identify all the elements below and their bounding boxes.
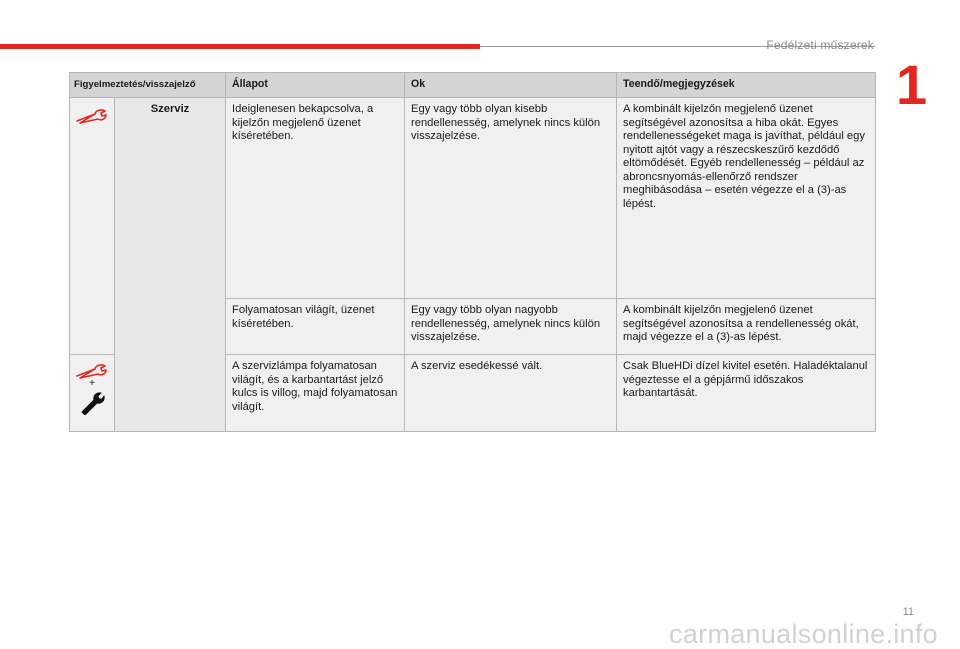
row3-cause: A szerviz esedékessé vált. (405, 355, 617, 432)
header-indicator: Figyelmeztetés/visszajelző (70, 73, 226, 98)
chapter-number: 1 (896, 53, 928, 116)
accent-bar (0, 44, 480, 49)
service-lamp-cell (70, 98, 115, 355)
warning-lamp-table (69, 72, 876, 432)
page-number: 11 (902, 606, 914, 618)
header-state: Állapot (226, 73, 405, 98)
row3-action: Csak BlueHDi dízel kivitel esetén. Haladéktalanul végeztesse el a gépjármű időszakos karbantartását. (617, 355, 876, 432)
row1-state: Ideiglenesen bekapcsolva, a kijelzőn megjelenő üzenet kíséretében. (226, 98, 405, 299)
row2-action: A kombinált kijelzőn megjelenő üzenet segítségével azonosítsa a rendellenesség okát, majd végezze el a (3)-as lépést. (617, 299, 876, 355)
header-action: Teendő/megjegyzések (617, 73, 876, 98)
table-header-row (70, 73, 876, 98)
wrench-outline-icon (75, 363, 109, 379)
header-cause: Ok (405, 73, 617, 98)
indicator-name: Szerviz (115, 98, 226, 432)
table-row (70, 98, 876, 299)
section-title: Fedélzeti műszerek (766, 38, 874, 52)
watermark: carmanualsonline.info (669, 619, 938, 649)
wrench-solid-icon (79, 391, 105, 415)
row2-cause: Egy vagy több olyan nagyobb rendellenesség, amelynek nincs külön visszajelzése. (405, 299, 617, 355)
plus-sign: + (89, 378, 95, 389)
row2-state: Folyamatosan világít, üzenet kíséretében. (226, 299, 405, 355)
row1-cause: Egy vagy több olyan kisebb rendellenesség, amelynek nincs külön visszajelzése. (405, 98, 617, 299)
maintenance-icons-cell (70, 355, 115, 432)
row3-state: A szervizlámpa folyamatosan világít, és a karbantartást jelző kulcs is villog, majd folyamatosan világít. (226, 355, 405, 432)
wrench-outline-icon (75, 108, 109, 124)
row1-action: A kombinált kijelzőn megjelenő üzenet segítségével azonosítsa a hiba okát. Egyes rendellenességeket maga is javíthat, például egy nyitott ajtót vagy a részecskeszűrő kezdődő eltömődését. Egyéb rendellenesség – például az abroncsnyomás-ellenőrző rendszer meghibásodása – esetén végezze el a (3)-as lépést. (617, 98, 876, 299)
